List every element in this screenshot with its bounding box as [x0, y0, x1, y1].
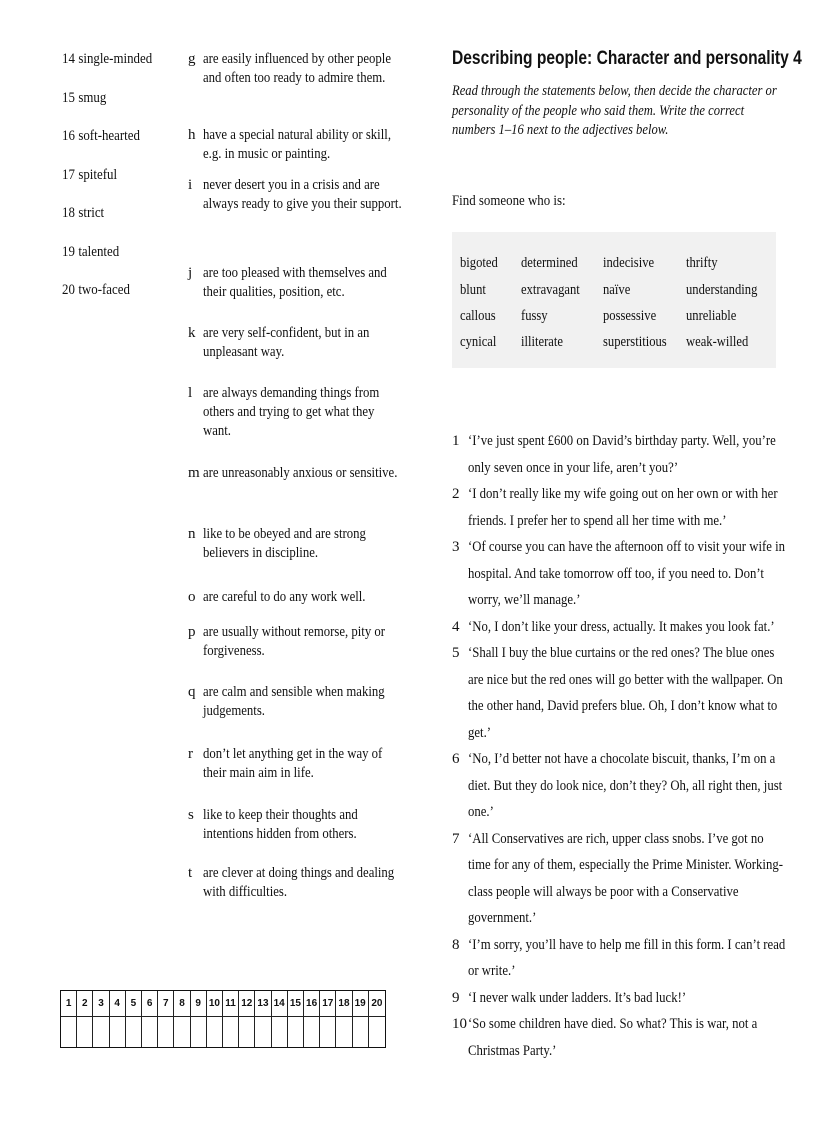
- adjective-word: extravagant: [521, 282, 580, 298]
- find-label: Find someone who is:: [452, 193, 566, 209]
- grid-answer-cell[interactable]: [336, 1017, 352, 1047]
- definition-text: are clever at doing things and dealing with difficulties.: [203, 865, 395, 900]
- adjective-word: superstitious: [603, 334, 667, 350]
- definition-text: never desert you in a crisis and are always ready to give you their support.: [203, 177, 402, 212]
- statement-number: 4: [452, 618, 460, 635]
- definition-letter: p: [188, 624, 196, 640]
- grid-answer-cell[interactable]: [93, 1017, 109, 1047]
- adjective-number: 17: [62, 166, 75, 183]
- grid-number-cell: 8: [174, 991, 190, 1017]
- adjective-item: [62, 281, 165, 300]
- statement-number: 7: [452, 830, 460, 847]
- grid-number-cell: 18: [336, 991, 352, 1017]
- answer-grid: [60, 990, 386, 1048]
- definition-item: [188, 384, 403, 464]
- definition-item: [188, 324, 403, 384]
- definition-text: are easily influenced by other people and often too ready to admire them.: [203, 51, 391, 86]
- statement-text: ‘No, I’d better not have a chocolate biscuit, thanks, I’m on a diet. But they do look nice, don’t they? Oh, all right then, just one.’: [468, 751, 783, 820]
- adjective-word: thrifty: [686, 255, 718, 271]
- grid-answer-cell[interactable]: [288, 1017, 304, 1047]
- statement-text: ‘I’ve just spent £600 on David’s birthday party. Well, you’re only seven once in your life, aren’t you?’: [468, 433, 776, 476]
- statement-item: [452, 640, 782, 746]
- adjective-word: fussy: [521, 308, 548, 324]
- definition-text: are careful to do any work well.: [203, 589, 366, 605]
- grid-answer-cell[interactable]: [77, 1017, 93, 1047]
- grid-answer-cell[interactable]: [191, 1017, 207, 1047]
- definition-item: [188, 806, 403, 864]
- adjective-word: unreliable: [686, 308, 737, 324]
- grid-answer-cell[interactable]: [142, 1017, 158, 1047]
- definition-text: are unreasonably anxious or sensitive.: [203, 465, 398, 481]
- grid-answer-cell[interactable]: [61, 1017, 77, 1047]
- grid-number-cell: 2: [77, 991, 93, 1017]
- statement-text: ‘No, I don’t like your dress, actually. It makes you look fat.’: [468, 618, 775, 635]
- adjective-item: [62, 50, 165, 69]
- statement-list: [452, 428, 786, 1064]
- grid-number-cell: 5: [126, 991, 142, 1017]
- adjective-number: 14: [62, 51, 75, 67]
- adjective-word: bigoted: [460, 255, 498, 271]
- adjective-item: [62, 204, 165, 223]
- adjective-list: [62, 50, 182, 320]
- grid-answer-cell[interactable]: [239, 1017, 255, 1047]
- definition-letter: l: [188, 385, 193, 401]
- definition-letter: s: [188, 807, 194, 823]
- definition-text: don’t let anything get in the way of their main aim in life.: [203, 746, 383, 781]
- definition-item: [188, 588, 403, 623]
- adjective-item: [62, 127, 165, 146]
- definition-item: [188, 683, 403, 745]
- grid-number-cell: 17: [320, 991, 336, 1017]
- statement-text: ‘All Conservatives are rich, upper class snobs. I’ve got no time for any of them, especially the Prime Minister. Working-class people will always be poor with a Conservative government.’: [468, 830, 783, 926]
- adjective-word: smug: [78, 89, 107, 106]
- adjective-box: [452, 232, 776, 368]
- statement-item: [452, 481, 782, 534]
- definition-item: [188, 176, 403, 264]
- definition-letter: j: [188, 265, 193, 281]
- definition-letter: m: [188, 465, 200, 481]
- grid-number-cell: 10: [207, 991, 223, 1017]
- adjective-word: naïve: [603, 282, 631, 298]
- statement-item: [452, 614, 782, 641]
- definition-item: [188, 525, 403, 588]
- adjective-number: 16: [62, 128, 75, 144]
- statement-item: [452, 826, 782, 932]
- grid-number-cell: 7: [158, 991, 174, 1017]
- grid-answer-cell[interactable]: [223, 1017, 239, 1047]
- grid-number-cell: 1: [61, 991, 77, 1017]
- definition-text: are usually without remorse, pity or forgiveness.: [203, 624, 386, 659]
- adjective-word: determined: [521, 255, 578, 271]
- grid-answer-cell[interactable]: [110, 1017, 126, 1047]
- definition-text: like to be obeyed and are strong believers in discipline.: [203, 526, 366, 561]
- definition-item: [188, 623, 403, 683]
- grid-answer-cell[interactable]: [174, 1017, 190, 1047]
- adjective-number: 20: [62, 282, 75, 298]
- definition-letter: o: [188, 589, 196, 605]
- definition-text: like to keep their thoughts and intentions hidden from others.: [203, 807, 358, 842]
- grid-number-cell: 3: [93, 991, 109, 1017]
- adjective-item: [62, 243, 165, 262]
- adjective-item: [62, 89, 165, 108]
- adjective-word: illiterate: [521, 334, 563, 350]
- definition-letter: i: [188, 177, 193, 193]
- grid-number-cell: 14: [272, 991, 288, 1017]
- adjective-word: blunt: [460, 282, 486, 298]
- grid-answer-cell[interactable]: [369, 1017, 385, 1047]
- definition-text: are always demanding things from others and trying to get what they want.: [203, 385, 380, 439]
- adjective-word: callous: [460, 308, 496, 324]
- adjective-word: indecisive: [603, 255, 655, 271]
- definition-letter: h: [188, 127, 196, 143]
- adjective-number: 19: [62, 243, 75, 260]
- adjective-item: [62, 166, 165, 185]
- grid-answer-cell[interactable]: [320, 1017, 336, 1047]
- grid-number-cell: 19: [353, 991, 369, 1017]
- grid-number-cell: 16: [304, 991, 320, 1017]
- adjective-word: cynical: [460, 334, 497, 350]
- definition-item: [188, 50, 403, 126]
- statement-item: [452, 746, 782, 826]
- adjective-word: possessive: [603, 308, 657, 324]
- statement-text: ‘I don’t really like my wife going out on her own or with her friends. I prefer her to spend all her time with me.’: [468, 486, 778, 529]
- statement-item: [452, 932, 786, 985]
- adjective-word: two-faced: [78, 282, 130, 298]
- grid-answer-cell[interactable]: [272, 1017, 288, 1047]
- statement-text: ‘Shall I buy the blue curtains or the red ones? The blue ones are nice but the red ones will go better with the wallpaper. On the other hand, David prefers blue. Oh, I don’t know what to get.’: [468, 645, 783, 741]
- statement-item: [452, 534, 786, 614]
- adjective-word: spiteful: [78, 166, 118, 183]
- adjective-word: soft-hearted: [78, 128, 140, 144]
- adjective-word: talented: [78, 243, 120, 260]
- statement-text: ‘I never walk under ladders. It’s bad luck!’: [468, 989, 687, 1006]
- statement-item: [452, 428, 782, 481]
- definition-letter: t: [188, 865, 193, 881]
- grid-answer-cell[interactable]: [207, 1017, 223, 1047]
- definition-letter: n: [188, 526, 196, 542]
- grid-number-cell: 12: [239, 991, 255, 1017]
- grid-answer-cell[interactable]: [304, 1017, 320, 1047]
- statement-number: 2: [452, 486, 460, 502]
- statement-item: [452, 1011, 782, 1064]
- adjective-word: weak-willed: [686, 334, 749, 350]
- definition-text: are calm and sensible when making judgements.: [203, 684, 385, 719]
- grid-number-cell: 9: [191, 991, 207, 1017]
- grid-number-cell: 20: [369, 991, 385, 1017]
- definition-item: [188, 745, 403, 806]
- page-title: Describing people: Character and personality 4: [452, 48, 802, 69]
- grid-answer-cell[interactable]: [255, 1017, 271, 1047]
- definition-text: are too pleased with themselves and their qualities, position, etc.: [203, 265, 387, 300]
- definition-item: [188, 264, 403, 324]
- statement-text: ‘I’m sorry, you’ll have to help me fill in this form. I can’t read or write.’: [468, 936, 786, 979]
- instructions: Read through the statements below, then decide the character or personality of the people who said them. Write the correct numbers 1–16 next to the adjectives below.: [452, 83, 777, 138]
- adjective-number: 18: [62, 205, 75, 221]
- statement-number: 9: [452, 989, 460, 1006]
- statement-number: 8: [452, 936, 460, 953]
- grid-answer-cell[interactable]: [158, 1017, 174, 1047]
- definition-letter: g: [188, 51, 196, 67]
- statement-number: 1: [452, 433, 460, 449]
- definition-letter: k: [188, 325, 196, 341]
- adjective-word: strict: [78, 205, 105, 221]
- grid-number-cell: 13: [255, 991, 271, 1017]
- definition-text: have a special natural ability or skill, e.g. in music or painting.: [203, 127, 392, 162]
- grid-number-cell: 15: [288, 991, 304, 1017]
- adjective-word: single-minded: [78, 51, 153, 67]
- grid-number-cell: 4: [110, 991, 126, 1017]
- grid-answer-cell[interactable]: [353, 1017, 369, 1047]
- grid-number-cell: 6: [142, 991, 158, 1017]
- definition-item: [188, 864, 403, 914]
- definition-letter: q: [188, 684, 196, 700]
- definition-item: [188, 126, 403, 176]
- definition-item: [188, 464, 403, 525]
- grid-number-cell: 11: [223, 991, 239, 1017]
- adjective-word: understanding: [686, 282, 758, 298]
- definition-letter: r: [188, 746, 193, 762]
- statement-number: 3: [452, 539, 460, 555]
- statement-number: 6: [452, 751, 460, 767]
- definition-text: are very self-confident, but in an unpleasant way.: [203, 325, 370, 360]
- statement-number: 10: [452, 1016, 467, 1032]
- adjective-number: 15: [62, 89, 75, 106]
- grid-answer-cell[interactable]: [126, 1017, 142, 1047]
- statement-number: 5: [452, 645, 460, 661]
- statement-text: ‘Of course you can have the afternoon off to visit your wife in hospital. And take tomorrow off too, if you need to. Don’t worry, we’ll manage.’: [468, 539, 786, 608]
- definition-list: [188, 50, 403, 914]
- statement-text: ‘So some children have died. So what? This is war, not a Christmas Party.’: [468, 1016, 758, 1059]
- statement-item: [452, 985, 782, 1012]
